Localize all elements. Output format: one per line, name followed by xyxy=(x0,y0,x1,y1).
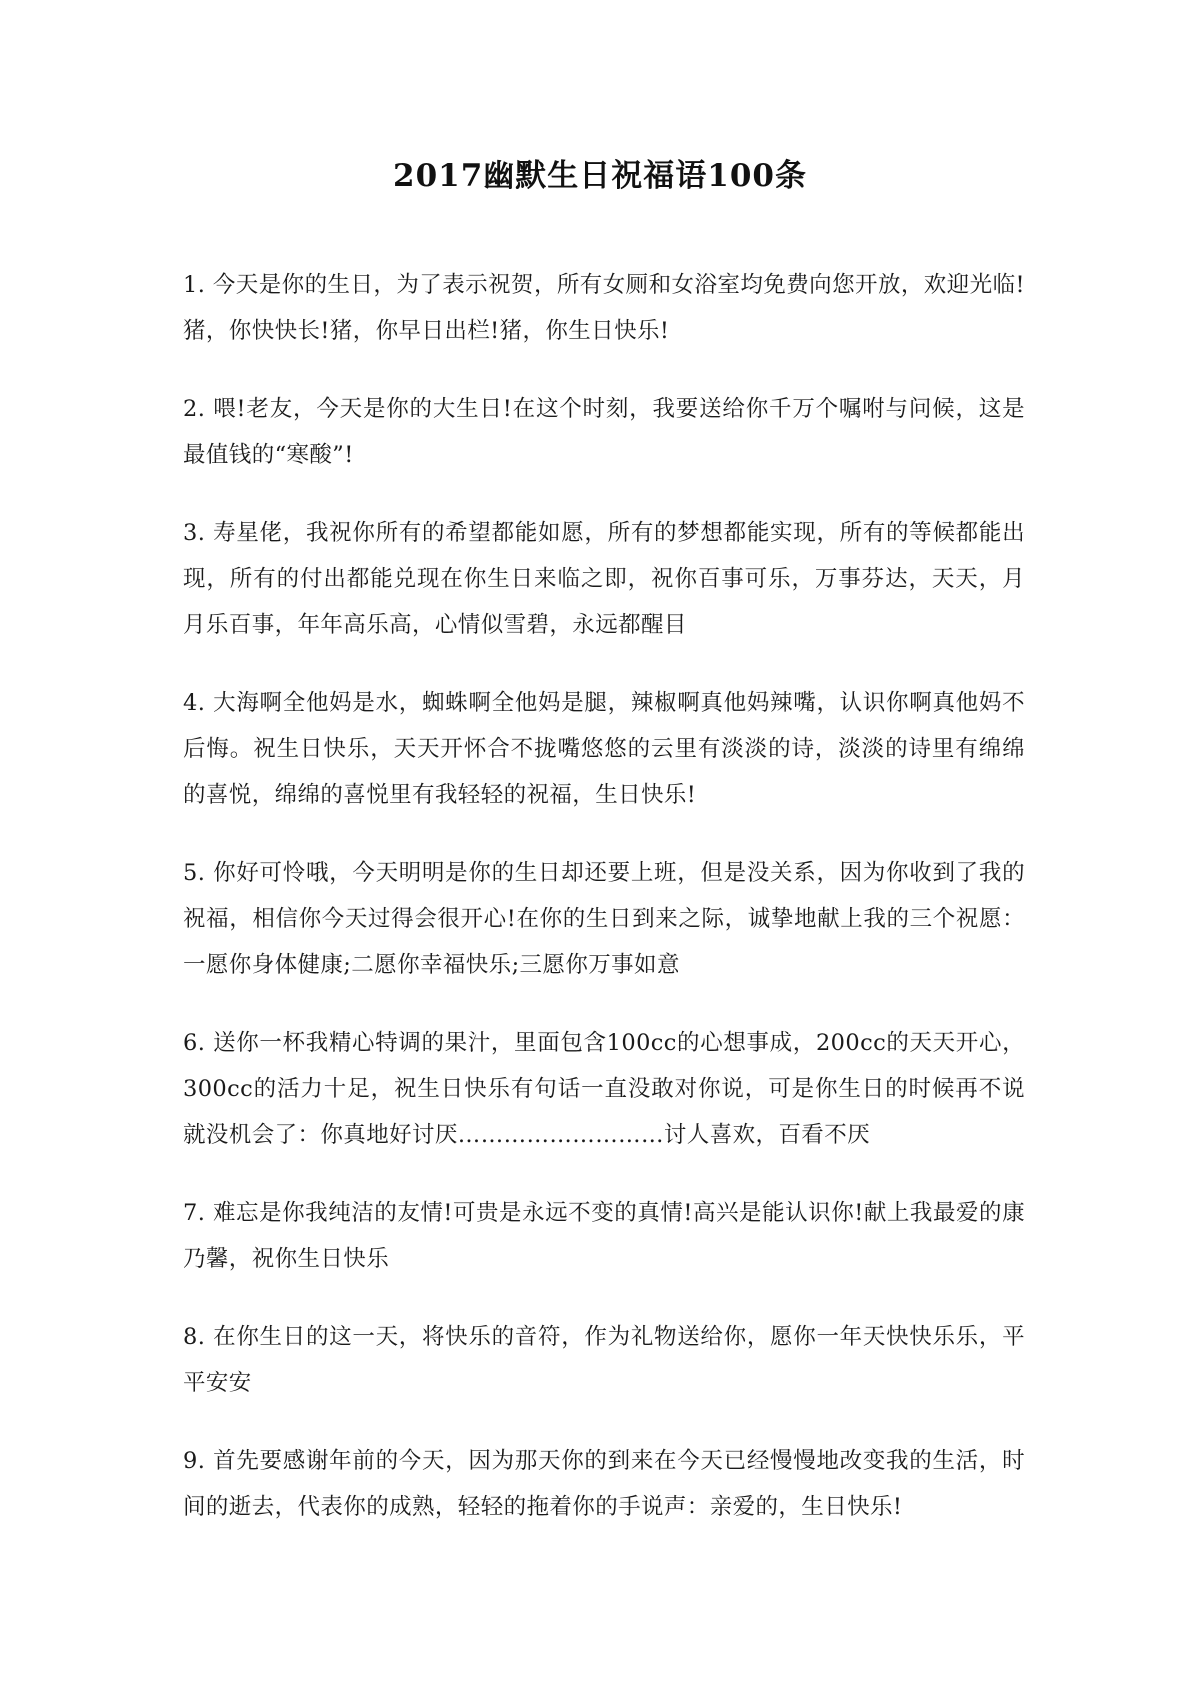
item-text: 你好可怜哦，今天明明是你的生日却还要上班，但是没关系，因为你收到了我的祝福，相信你今天过得会很开心!在你的生日到来之际，诚挚地献上我的三个祝愿：一愿你身体健康;二愿你幸福快乐;三愿你万事如意 xyxy=(183,860,1025,978)
item-number: 6. xyxy=(183,1030,206,1056)
document-body xyxy=(183,262,1025,1562)
item-number: 7. xyxy=(183,1200,206,1226)
list-item xyxy=(183,680,1025,818)
item-number: 2. xyxy=(183,396,206,422)
item-text: 首先要感谢年前的今天，因为那天你的到来在今天已经慢慢地改变我的生活，时间的逝去，代表你的成熟，轻轻的拖着你的手说声：亲爱的，生日快乐! xyxy=(183,1448,1025,1520)
item-number: 5. xyxy=(183,860,206,886)
item-number: 1. xyxy=(183,272,206,298)
list-item xyxy=(183,1190,1025,1282)
item-text: 喂!老友，今天是你的大生日!在这个时刻，我要送给你千万个嘱咐与问候，这是最值钱的“寒酸”! xyxy=(183,396,1025,468)
list-item xyxy=(183,1020,1025,1158)
list-item xyxy=(183,510,1025,648)
item-number: 4. xyxy=(183,690,206,716)
item-text: 送你一杯我精心特调的果汁，里面包含100cc的心想事成，200cc的天天开心，300cc的活力十足，祝生日快乐有句话一直没敢对你说，可是你生日的时候再不说就没机会了：你真地好讨厌………………………讨人喜欢，百看不厌 xyxy=(183,1030,1025,1148)
item-text: 在你生日的这一天，将快乐的音符，作为礼物送给你，愿你一年天快快乐乐，平平安安 xyxy=(183,1324,1025,1396)
item-text: 大海啊全他妈是水，蜘蛛啊全他妈是腿，辣椒啊真他妈辣嘴，认识你啊真他妈不后悔。祝生日快乐，天天开怀合不拢嘴悠悠的云里有淡淡的诗，淡淡的诗里有绵绵的喜悦，绵绵的喜悦里有我轻轻的祝福，生日快乐! xyxy=(183,690,1025,808)
item-text: 今天是你的生日，为了表示祝贺，所有女厕和女浴室均免费向您开放，欢迎光临!猪，你快快长!猪，你早日出栏!猪，你生日快乐! xyxy=(183,272,1025,344)
item-text: 难忘是你我纯洁的友情!可贵是永远不变的真情!高兴是能认识你!献上我最爱的康乃馨，祝你生日快乐 xyxy=(183,1200,1025,1272)
list-item xyxy=(183,1438,1025,1530)
document-title: 2017幽默生日祝福语100条 xyxy=(393,158,807,194)
list-item xyxy=(183,386,1025,478)
item-text: 寿星佬，我祝你所有的希望都能如愿，所有的梦想都能实现，所有的等候都能出现，所有的付出都能兑现在你生日来临之即，祝你百事可乐，万事芬达，天天，月月乐百事，年年高乐高，心情似雪碧，永远都醒目 xyxy=(183,520,1025,638)
item-number: 3. xyxy=(183,520,206,546)
list-item xyxy=(183,1314,1025,1406)
item-number: 9. xyxy=(183,1448,206,1474)
list-item xyxy=(183,850,1025,988)
list-item xyxy=(183,262,1025,354)
item-number: 8. xyxy=(183,1324,206,1350)
